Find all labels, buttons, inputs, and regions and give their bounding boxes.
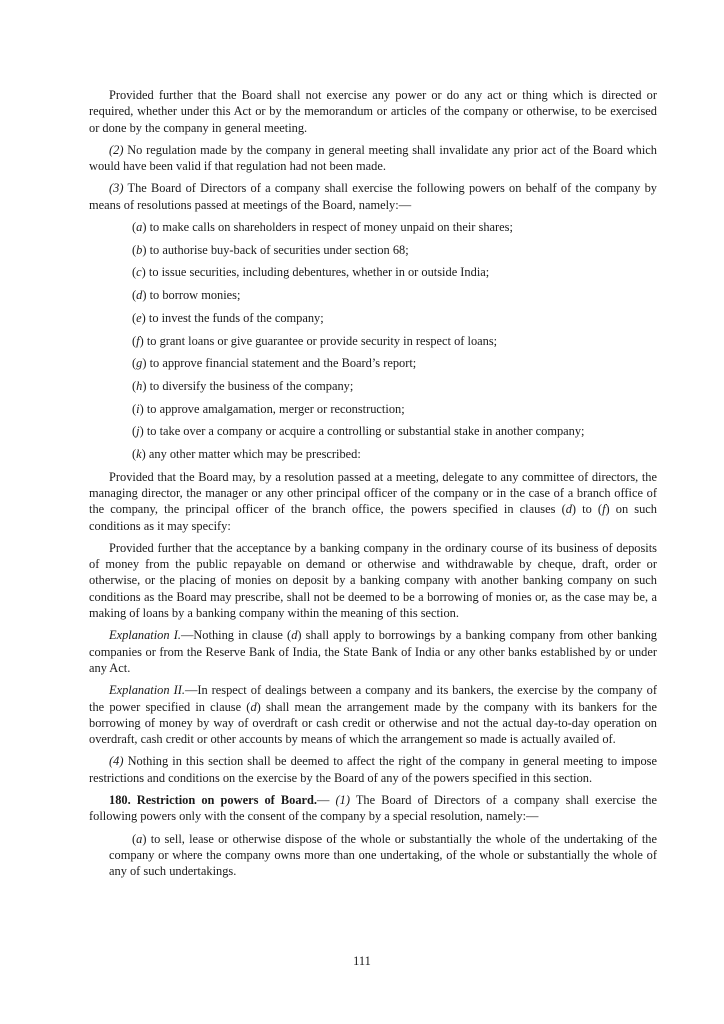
paragraph-section-180: 180. Restriction on powers of Board.— (1) The Board of Directors of a company shall exercise the following powers only with the consent of the company by a special resolution, namely:— (89, 792, 657, 824)
page-body (89, 87, 657, 885)
list-item: (k) any other matter which may be prescribed: (132, 446, 361, 461)
list-item: (f) to grant loans or give guarantee or provide security in respect of loans; (132, 333, 498, 348)
clause-list (89, 219, 657, 462)
list-item: (a) to make calls on shareholders in respect of money unpaid on their shares; (132, 220, 513, 235)
list-item: (d) to borrow monies; (132, 288, 241, 303)
list-item: (h) to diversify the business of the company; (132, 378, 354, 393)
list-item: (c) to issue securities, including debentures, whether in or outside India; (132, 265, 490, 280)
paragraph-proviso-general-meeting: Provided further that the Board shall not exercise any power or do any act or thing which is directed or required, whether under this Act or by the memorandum or articles of the company or otherwise, to be exercised or done by the company in general meeting. (89, 88, 657, 135)
paragraph-proviso-delegation: Provided that the Board may, by a resolution passed at a meeting, delegate to any committee of directors, the managing director, the manager or any other principal officer of the company or in the case of a branch office of the company, the principal officer of the branch office, the powers specified in clauses (d) to (f) on such conditions as it may specify: (89, 469, 657, 533)
page-number: 111 (353, 954, 371, 968)
paragraph-explanation-1: Explanation I.—Nothing in clause (d) shall apply to borrowings by a banking company from other banking companies or from the Reserve Bank of India, the State Bank of India or any other banks established by or under any Act. (89, 628, 658, 675)
list-item: (e) to invest the funds of the company; (132, 310, 324, 325)
paragraph-proviso-banking: Provided further that the acceptance by a banking company in the ordinary course of its business of deposits of money from the public repayable on demand or otherwise and withdrawable by cheque, draft, order or otherwise, or the placing of monies on deposit by a banking company with another banking company on such conditions as the Board may prescribe, shall not be deemed to be a borrowing of monies or, as the case may be, a making of loans by a banking company within the meaning of this section. (89, 540, 657, 621)
paragraph-subsection-4: (4) Nothing in this section shall be deemed to affect the right of the company in general meeting to impose restrictions and conditions on the exercise by the Board of any of the powers specified in this section. (89, 754, 657, 785)
list-item: (j) to take over a company or acquire a controlling or substantial stake in another company; (132, 424, 585, 439)
list-item: (g) to approve financial statement and the Board’s report; (132, 356, 417, 371)
section-heading: 180. Restriction on powers of Board. (109, 792, 318, 807)
paragraph-section-180-clause-a: (a) to sell, lease or otherwise dispose of the whole or substantially the whole of the undertaking of the company or where the company owns more than one undertaking, of the whole or substantially the whole of any of such undertakings. (109, 831, 657, 879)
list-item: (b) to authorise buy-back of securities under section 68; (132, 242, 409, 257)
paragraph-subsection-2: (2) No regulation made by the company in general meeting shall invalidate any prior act of the Board which would have been valid if that regulation had not been made. (89, 142, 657, 174)
paragraph-subsection-3: (3) The Board of Directors of a company shall exercise the following powers on behalf of the company by means of resolutions passed at meetings of the Board, namely:— (89, 181, 657, 212)
paragraph-explanation-2: Explanation II.—In respect of dealings between a company and its bankers, the exercise by the company of the power specified in clause (d) shall mean the arrangement made by the company with its bankers for the borrowing of money by way of overdraft or cash credit or otherwise and not the actual day-to-day operation on overdraft, cash credit or other accounts by means of which the arrangement so made is actually availed of. (89, 683, 657, 747)
list-item: (i) to approve amalgamation, merger or reconstruction; (132, 401, 405, 416)
